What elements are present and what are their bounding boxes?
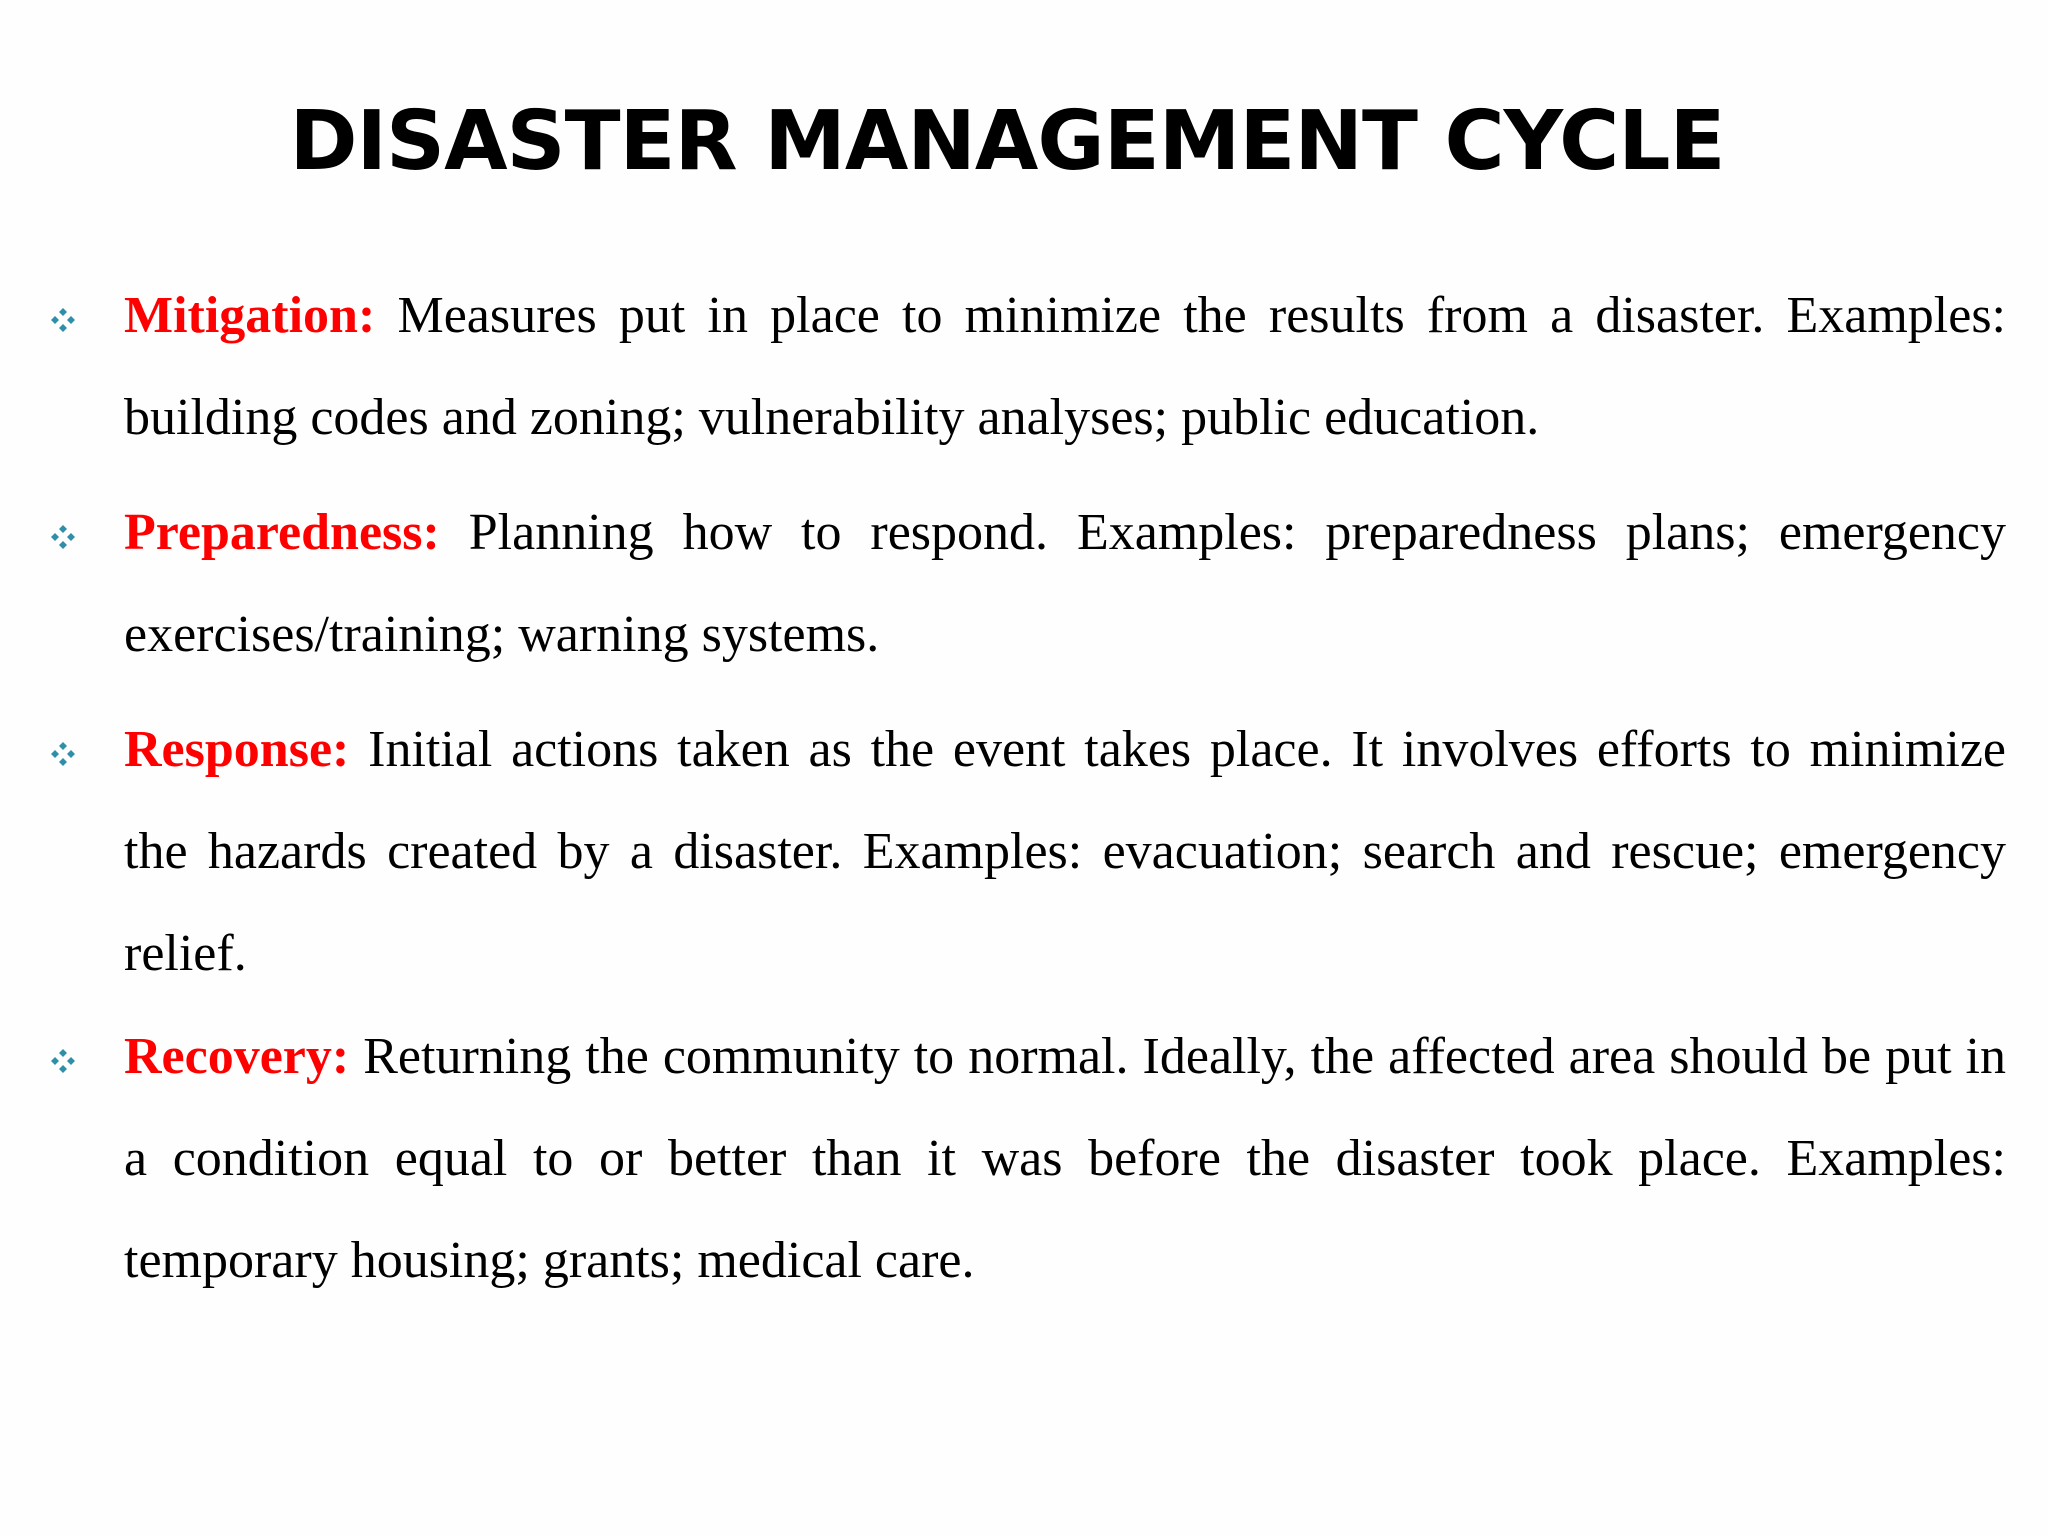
- description-response: Initial actions taken as the event takes place. It involves efforts to minimize the hazards created by a disaster. Examples: evacuation; search and rescue; emergency relief.: [124, 721, 2006, 982]
- list-item-recovery: [124, 1006, 2006, 1312]
- slide-title: DISASTER MANAGEMENT CYCLE: [289, 94, 1725, 189]
- diamond-cluster-bullet-icon: [48, 1046, 78, 1076]
- description-mitigation: Measures put in place to minimize the results from a disaster. Examples: building codes and zoning; vulnerability analyses; public education.: [124, 287, 2007, 446]
- diamond-cluster-bullet-icon: [48, 522, 78, 552]
- list-item-response: [124, 699, 2006, 1005]
- description-preparedness: Planning how to respond. Examples: preparedness plans; emergency exercises/training; warning systems.: [124, 504, 2007, 663]
- list-item-mitigation: [124, 265, 2006, 469]
- term-recovery: Recovery:: [124, 1028, 350, 1085]
- diamond-cluster-bullet-icon: [48, 739, 78, 769]
- description-recovery: Returning the community to normal. Ideally, the affected area should be put in a condition equal to or better than it was before the disaster took place. Examples: temporary housing; grants; medical care.: [124, 1028, 2007, 1289]
- diamond-cluster-bullet-icon: [48, 305, 78, 335]
- term-response: Response:: [124, 721, 350, 778]
- term-mitigation: Mitigation:: [124, 287, 376, 344]
- term-preparedness: Preparedness:: [124, 504, 440, 561]
- list-item-preparedness: [124, 482, 2006, 686]
